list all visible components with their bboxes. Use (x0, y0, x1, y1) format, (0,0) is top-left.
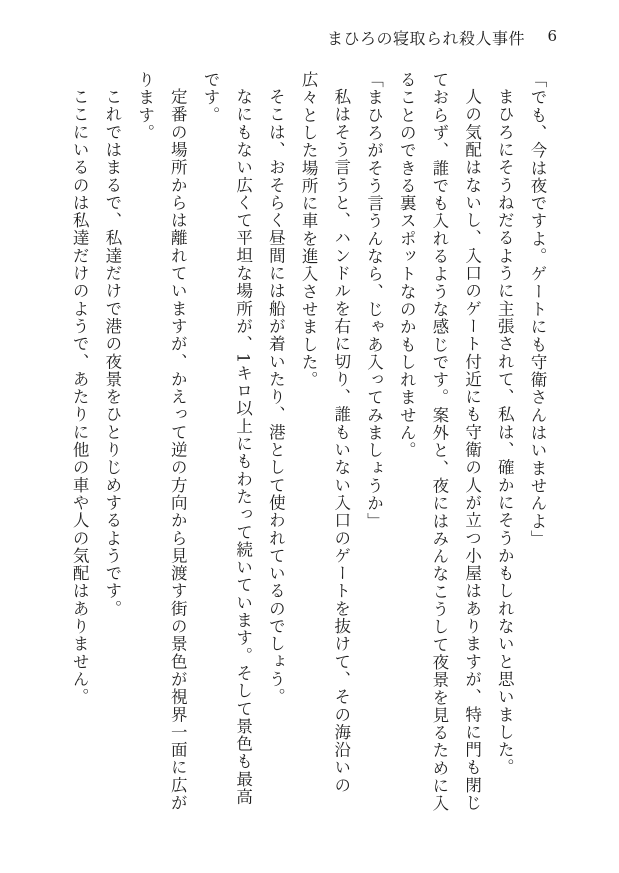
paragraph: 私はそう言うと、ハンドルを右に切り、誰もいない入口のゲートを抜けて、その海沿いの広々とした場所に車を進入させました。 (299, 71, 351, 794)
paragraph: ここにいるのは私達だけのようで、あたりに他の車や人の気配はありません。 (70, 87, 90, 706)
paragraph: 定番の場所からは離れていますが、かえって逆の方向から見渡す街の景色が視界一面に広がります。 (135, 71, 188, 812)
running-header (0, 0, 619, 50)
paragraph: 人の気配はないし、入口のゲート付近にも守衛の人が立つ小屋はありますが、特に門も閉じておらず、誰でも入れるような感じです。案外と、夜にはみんなこうして夜景を見るために入ることのできる裏スポットなのかもしれません。 (397, 71, 482, 813)
page-number: 6 (547, 27, 557, 45)
paragraph: 「まひろがそう言うんなら、じゃあ入ってみましょうか」 (364, 71, 384, 530)
book-title: まひろの寝取られ殺人事件 (326, 29, 525, 48)
paragraph: なにもない広くて平坦な場所が、1キロ以上にもわたって続いています。そして景色も最高です。 (200, 71, 253, 806)
paragraph: まひろにそうねだるように主張されて、私は、確かにそうかもしれないと思いました。 (495, 87, 515, 776)
paragraph: そこは、おそらく昼間には船が着いたり、港として使われているのでしょう。 (266, 87, 286, 706)
paragraph: これではまるで、私達だけで港の夜景をひとりじめするようです。 (102, 87, 122, 617)
text-body (61, 71, 553, 814)
paragraph: 「でも、今は夜ですよ。ゲートにも守衛さんはいませんよ」 (528, 71, 547, 548)
